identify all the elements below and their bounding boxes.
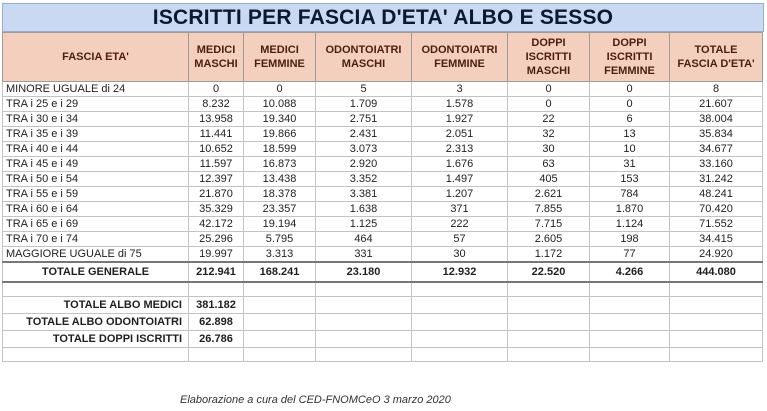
table-row	[3, 82, 763, 97]
summary-row	[3, 297, 763, 314]
summary-label: TOTALE ALBO ODONTOIATRI	[3, 314, 189, 331]
cell: 30	[412, 247, 508, 263]
cell: 18.599	[244, 142, 316, 157]
empty-row	[3, 348, 763, 362]
cell: 71.552	[670, 217, 763, 232]
table-row	[3, 97, 763, 112]
header-cell: DOPPI ISCRITTI MASCHI	[508, 33, 590, 82]
cell: 153	[590, 172, 670, 187]
total-cell: 12.932	[412, 262, 508, 282]
total-label: TOTALE GENERALE	[3, 262, 189, 282]
table-row	[3, 127, 763, 142]
cell: 10.652	[189, 142, 244, 157]
table-row	[3, 187, 763, 202]
cell: 6	[590, 112, 670, 127]
summary-label: TOTALE DOPPI ISCRITTI	[3, 331, 189, 348]
cell: 3.073	[316, 142, 412, 157]
header-cell: MEDICI MASCHI	[189, 33, 244, 82]
cell: 25.296	[189, 232, 244, 247]
header-cell: FASCIA ETA'	[3, 33, 189, 82]
cell: 70.420	[670, 202, 763, 217]
cell: 3.352	[316, 172, 412, 187]
cell: 22	[508, 112, 590, 127]
cell: 57	[412, 232, 508, 247]
cell: 2.605	[508, 232, 590, 247]
table-row	[3, 232, 763, 247]
cell: 23.357	[244, 202, 316, 217]
cell: 18.378	[244, 187, 316, 202]
table-row	[3, 142, 763, 157]
cell: 12.397	[189, 172, 244, 187]
row-label: MINORE UGUALE di 24	[3, 82, 189, 97]
cell: 2.431	[316, 127, 412, 142]
cell: 1.709	[316, 97, 412, 112]
row-label: TRA i 40 e i 44	[3, 142, 189, 157]
cell: 19.997	[189, 247, 244, 263]
cell: 1.124	[590, 217, 670, 232]
cell: 1.172	[508, 247, 590, 263]
cell: 3.313	[244, 247, 316, 263]
empty-row	[3, 282, 763, 297]
cell: 1.676	[412, 157, 508, 172]
cell: 198	[590, 232, 670, 247]
total-cell: 4.266	[590, 262, 670, 282]
cell: 405	[508, 172, 590, 187]
cell: 34.677	[670, 142, 763, 157]
header-cell: ODONTOIATRI MASCHI	[316, 33, 412, 82]
cell: 3	[412, 82, 508, 97]
table-row	[3, 202, 763, 217]
cell: 5	[316, 82, 412, 97]
cell: 13.438	[244, 172, 316, 187]
cell: 24.920	[670, 247, 763, 263]
total-cell: 23.180	[316, 262, 412, 282]
cell: 5.795	[244, 232, 316, 247]
footer-note: Elaborazione a cura del CED-FNOMCeO 3 marzo 2020	[180, 394, 451, 406]
cell: 7.855	[508, 202, 590, 217]
row-label: TRA i 60 e i 64	[3, 202, 189, 217]
table-row	[3, 172, 763, 187]
cell: 0	[189, 82, 244, 97]
header-cell: ODONTOIATRI FEMMINE	[412, 33, 508, 82]
cell: 0	[590, 97, 670, 112]
table-row	[3, 247, 763, 263]
row-label: TRA i 70 e i 74	[3, 232, 189, 247]
cell: 2.313	[412, 142, 508, 157]
cell: 2.051	[412, 127, 508, 142]
cell: 21.607	[670, 97, 763, 112]
header-row	[3, 33, 763, 82]
summary-value: 26.786	[189, 331, 244, 348]
cell: 1.207	[412, 187, 508, 202]
cell: 11.597	[189, 157, 244, 172]
summary-label: TOTALE ALBO MEDICI	[3, 297, 189, 314]
cell: 331	[316, 247, 412, 263]
cell: 35.329	[189, 202, 244, 217]
cell: 16.873	[244, 157, 316, 172]
cell: 7.715	[508, 217, 590, 232]
total-cell: 168.241	[244, 262, 316, 282]
table-row	[3, 112, 763, 127]
cell: 63	[508, 157, 590, 172]
row-label: TRA i 45 e i 49	[3, 157, 189, 172]
header-cell: TOTALE FASCIA D'ETA'	[670, 33, 763, 82]
row-label: TRA i 35 e i 39	[3, 127, 189, 142]
row-label: TRA i 50 e i 54	[3, 172, 189, 187]
cell: 1.578	[412, 97, 508, 112]
cell: 0	[508, 82, 590, 97]
cell: 371	[412, 202, 508, 217]
header-cell: DOPPI ISCRITTI FEMMINE	[590, 33, 670, 82]
cell: 30	[508, 142, 590, 157]
cell: 1.125	[316, 217, 412, 232]
cell: 1.927	[412, 112, 508, 127]
cell: 31.242	[670, 172, 763, 187]
cell: 48.241	[670, 187, 763, 202]
table-row	[3, 157, 763, 172]
cell: 10	[590, 142, 670, 157]
total-cell: 444.080	[670, 262, 763, 282]
cell: 0	[244, 82, 316, 97]
cell: 38.004	[670, 112, 763, 127]
cell: 2.920	[316, 157, 412, 172]
row-label: TRA i 25 e i 29	[3, 97, 189, 112]
cell: 19.194	[244, 217, 316, 232]
table-row	[3, 217, 763, 232]
cell: 1.870	[590, 202, 670, 217]
data-table	[2, 32, 763, 362]
cell: 34.415	[670, 232, 763, 247]
header-cell: MEDICI FEMMINE	[244, 33, 316, 82]
cell: 31	[590, 157, 670, 172]
cell: 2.621	[508, 187, 590, 202]
summary-row	[3, 331, 763, 348]
cell: 19.340	[244, 112, 316, 127]
cell: 19.866	[244, 127, 316, 142]
summary-row	[3, 314, 763, 331]
cell: 2.751	[316, 112, 412, 127]
cell: 0	[508, 97, 590, 112]
cell: 13	[590, 127, 670, 142]
row-label: TRA i 65 e i 69	[3, 217, 189, 232]
cell: 10.088	[244, 97, 316, 112]
cell: 784	[590, 187, 670, 202]
cell: 1.638	[316, 202, 412, 217]
cell: 11.441	[189, 127, 244, 142]
cell: 13.958	[189, 112, 244, 127]
cell: 77	[590, 247, 670, 263]
cell: 8	[670, 82, 763, 97]
row-label: MAGGIORE UGUALE di 75	[3, 247, 189, 263]
cell: 8.232	[189, 97, 244, 112]
cell: 3.381	[316, 187, 412, 202]
cell: 222	[412, 217, 508, 232]
cell: 0	[590, 82, 670, 97]
cell: 33.160	[670, 157, 763, 172]
cell: 464	[316, 232, 412, 247]
cell: 42.172	[189, 217, 244, 232]
cell: 1.497	[412, 172, 508, 187]
cell: 21.870	[189, 187, 244, 202]
row-label: TRA i 55 e i 59	[3, 187, 189, 202]
summary-value: 62.898	[189, 314, 244, 331]
cell: 35.834	[670, 127, 763, 142]
summary-value: 381.182	[189, 297, 244, 314]
total-cell: 22.520	[508, 262, 590, 282]
total-cell: 212.941	[189, 262, 244, 282]
table-title: ISCRITTI PER FASCIA D'ETA' ALBO E SESSO	[2, 3, 764, 32]
total-row	[3, 262, 763, 282]
row-label: TRA i 30 e i 34	[3, 112, 189, 127]
cell: 32	[508, 127, 590, 142]
